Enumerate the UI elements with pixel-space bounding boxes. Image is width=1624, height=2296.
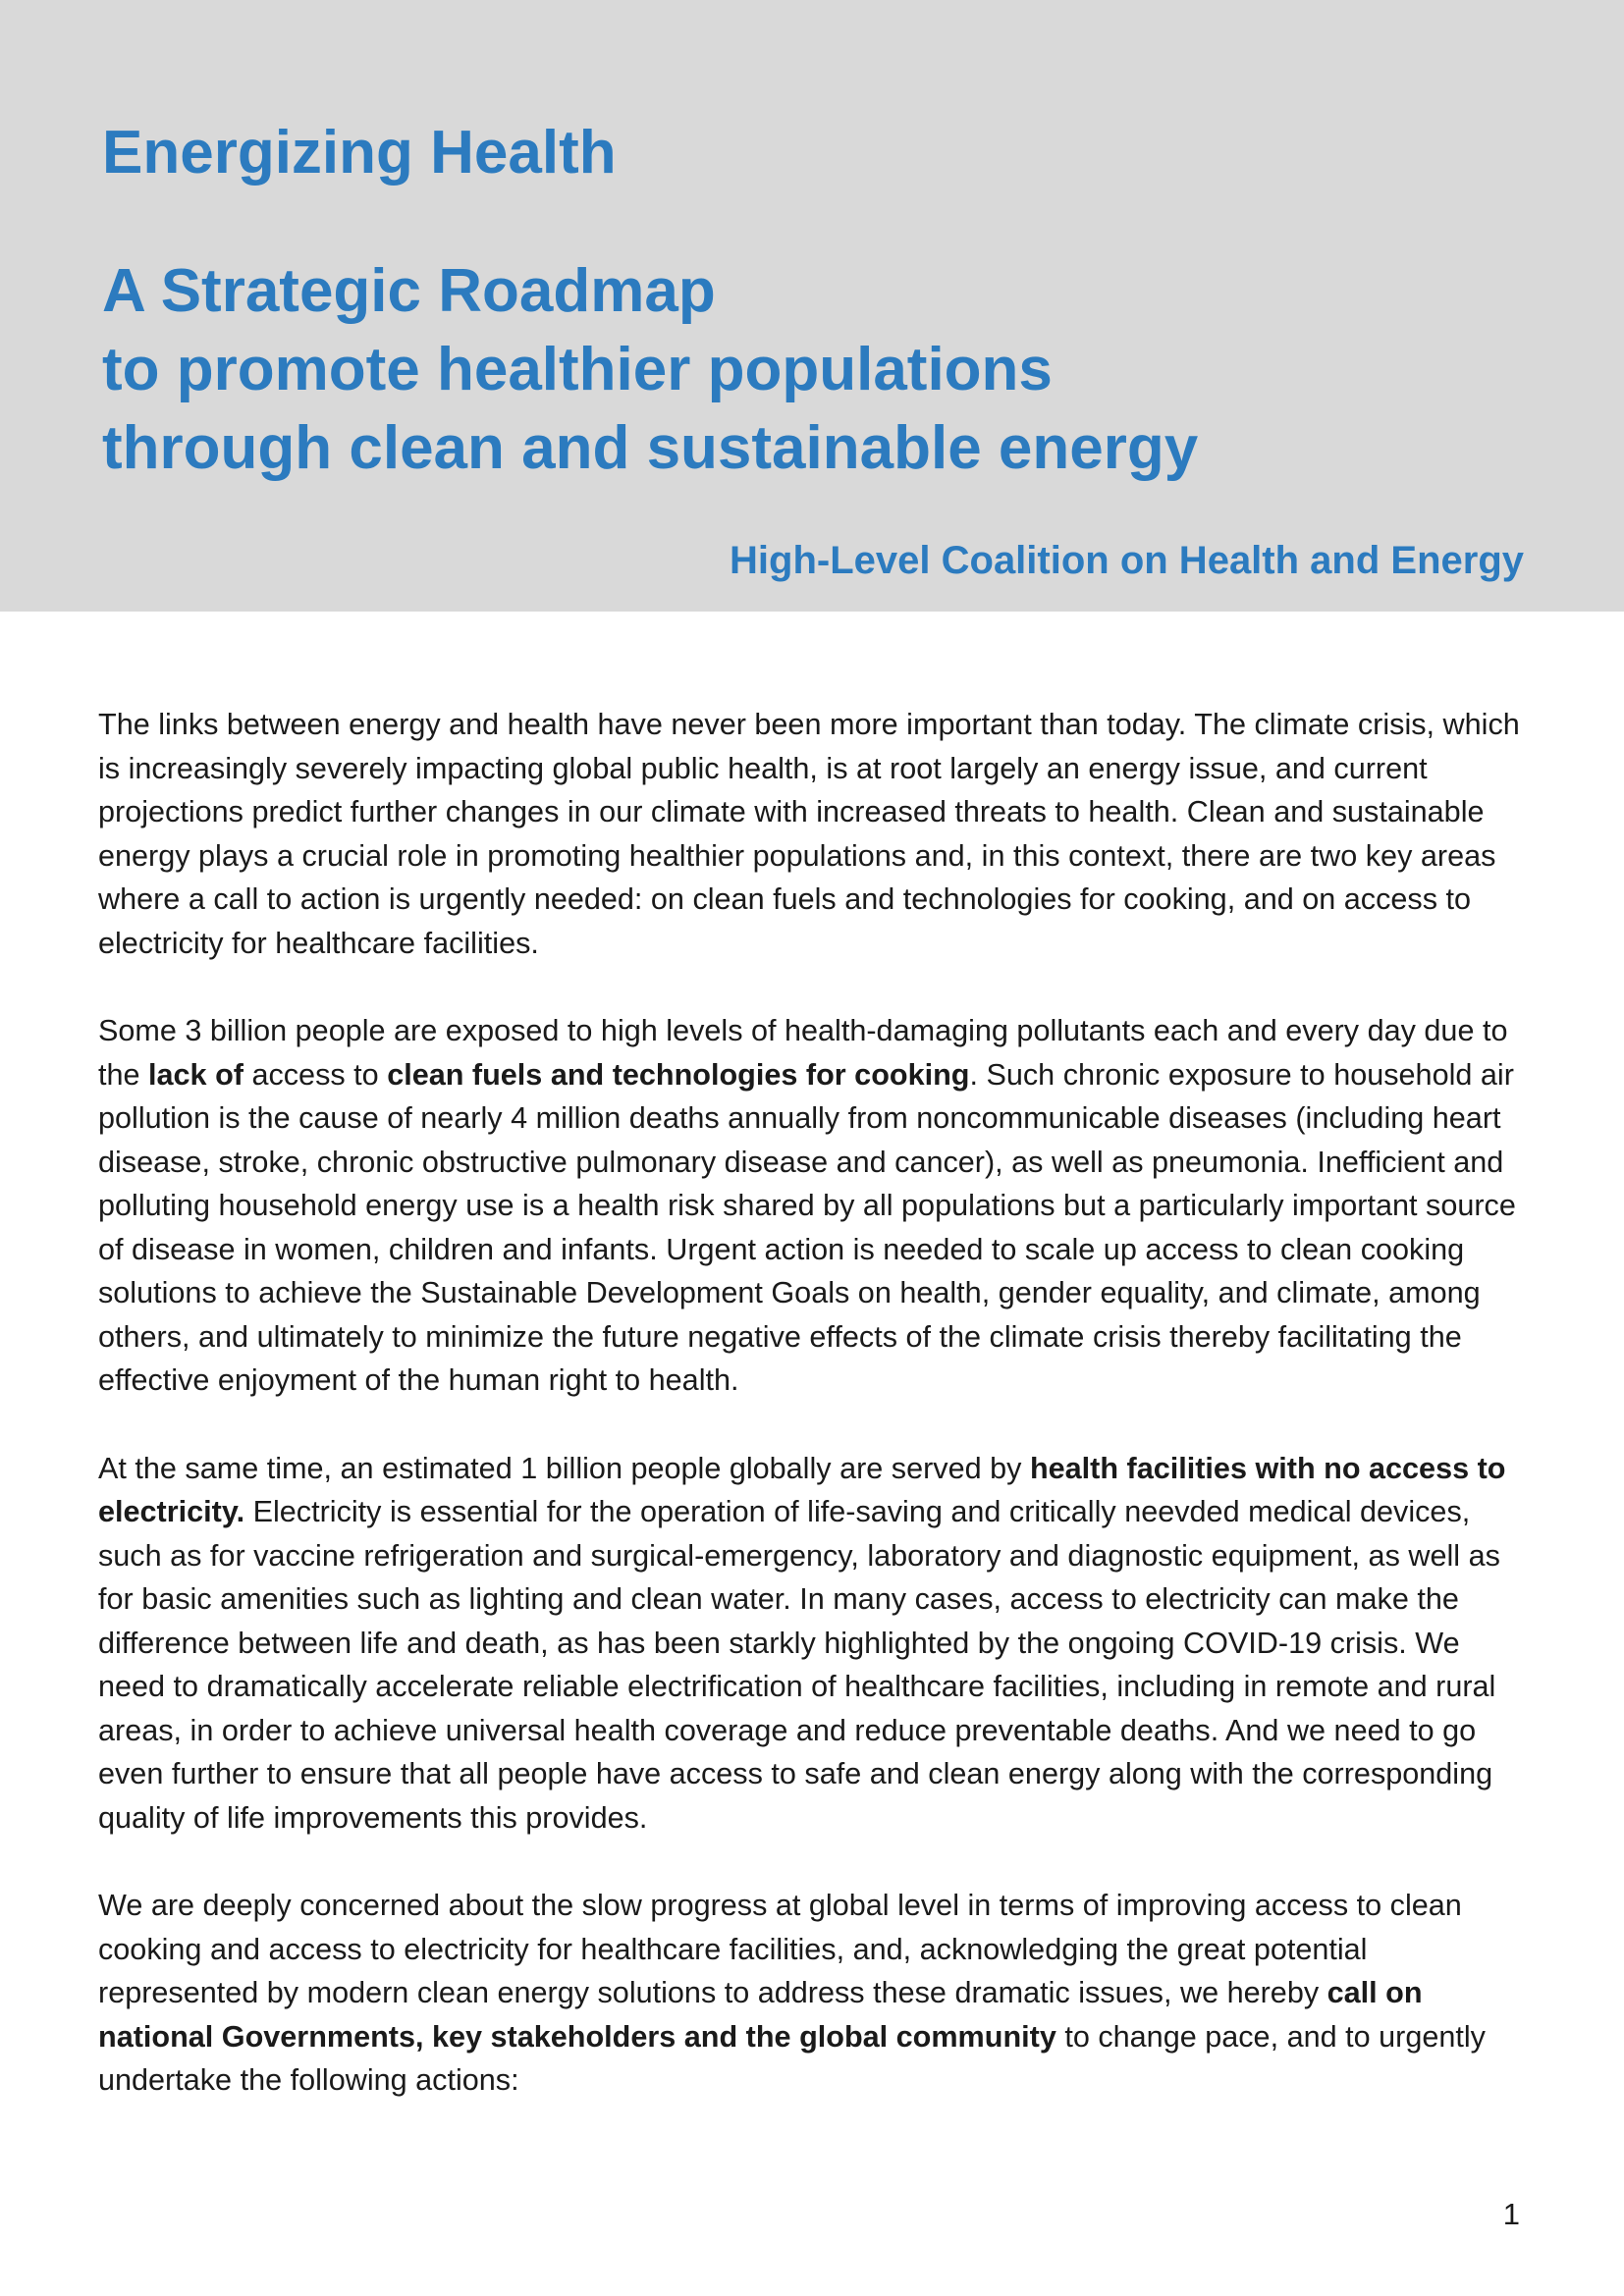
- emphasis-text: clean fuels and technologies for cooking: [387, 1057, 970, 1092]
- page-number: 1: [1502, 2197, 1520, 2231]
- paragraph-intro: [98, 703, 1532, 965]
- emphasis-text: call on national Governments, key stakeholders and the global community: [98, 1976, 1423, 2054]
- document-subtitle: [102, 252, 1198, 488]
- coalition-name: High-Level Coalition on Health and Energy: [730, 539, 1524, 582]
- paragraph-text: At the same time, an estimated 1 billion people globally are served by: [98, 1451, 1030, 1485]
- paragraph-call-to-action: [98, 1884, 1532, 2103]
- subtitle-line: through clean and sustainable energy: [102, 414, 1199, 482]
- body-text: [98, 703, 1532, 2103]
- subtitle-line: A Strategic Roadmap: [102, 257, 716, 325]
- paragraph-text: access to: [243, 1057, 388, 1092]
- paragraph-text: We are deeply concerned about the slow progress at global level in terms of improving access to clean cooking and access to electricity for healthcare facilities, and, acknowledging the great potential represented by modern clean energy solutions to address these dramatic issues, we hereby: [98, 1889, 1462, 2009]
- paragraph-health-facilities: [98, 1447, 1532, 1841]
- paragraph-text: . Such chronic exposure to household air pollution is the cause of nearly 4 million deaths annually from noncommunicable diseases (including heart disease, stroke, chronic obstructive pulmonary disease and cancer), as well as pneumonia. Inefficient and polluting household energy use is a health risk shared by all populations but a particularly important source of disease in women, children and infants. Urgent action is needed to scale up access to clean cooking solutions to achieve the Sustainable Development Goals on health, gender equality, and climate, among others, and ultimately to minimize the future negative effects of the climate crisis thereby facilitating the effective enjoyment of the human right to health.: [98, 1057, 1516, 1397]
- paragraph-text: Electricity is essential for the operation of life-saving and critically neevded medical devices, such as for vaccine refrigeration and surgical-emergency, laboratory and diagnostic equipment, as well as for basic amenities such as lighting and clean water. In many cases, access to electricity can make the difference between life and death, as has been starkly highlighted by the ongoing COVID-19 crisis. We need to dramatically accelerate reliable electrification of healthcare facilities, including in remote and rural areas, in order to achieve universal health coverage and reduce preventable deaths. And we need to go even further to ensure that all people have access to safe and clean energy along with the corresponding quality of life improvements this provides.: [98, 1495, 1500, 1835]
- document-title: Energizing Health: [102, 119, 617, 187]
- paragraph-text: to change pace, and to urgently undertake the following actions:: [98, 2019, 1486, 2097]
- emphasis-text: lack of: [148, 1057, 244, 1092]
- header-band: [0, 0, 1624, 612]
- subtitle-line: to promote healthier populations: [102, 336, 1053, 403]
- paragraph-text: The links between energy and health have never been more important than today. The climate crisis, which is increasingly severely impacting global public health, is at root largely an energy issue, and current projections predict further changes in our climate with increased threats to health. Clean and sustainable energy plays a crucial role in promoting healthier populations and, in this context, there are two key areas where a call to action is urgently needed: on clean fuels and technologies for cooking, and on access to electricity for healthcare facilities.: [98, 708, 1520, 960]
- paragraph-text: Some 3 billion people are exposed to high levels of health-damaging pollutants each and every day due to the: [98, 1014, 1508, 1092]
- paragraph-clean-cooking: [98, 1009, 1532, 1403]
- emphasis-text: health facilities with no access to electricity.: [98, 1451, 1506, 1528]
